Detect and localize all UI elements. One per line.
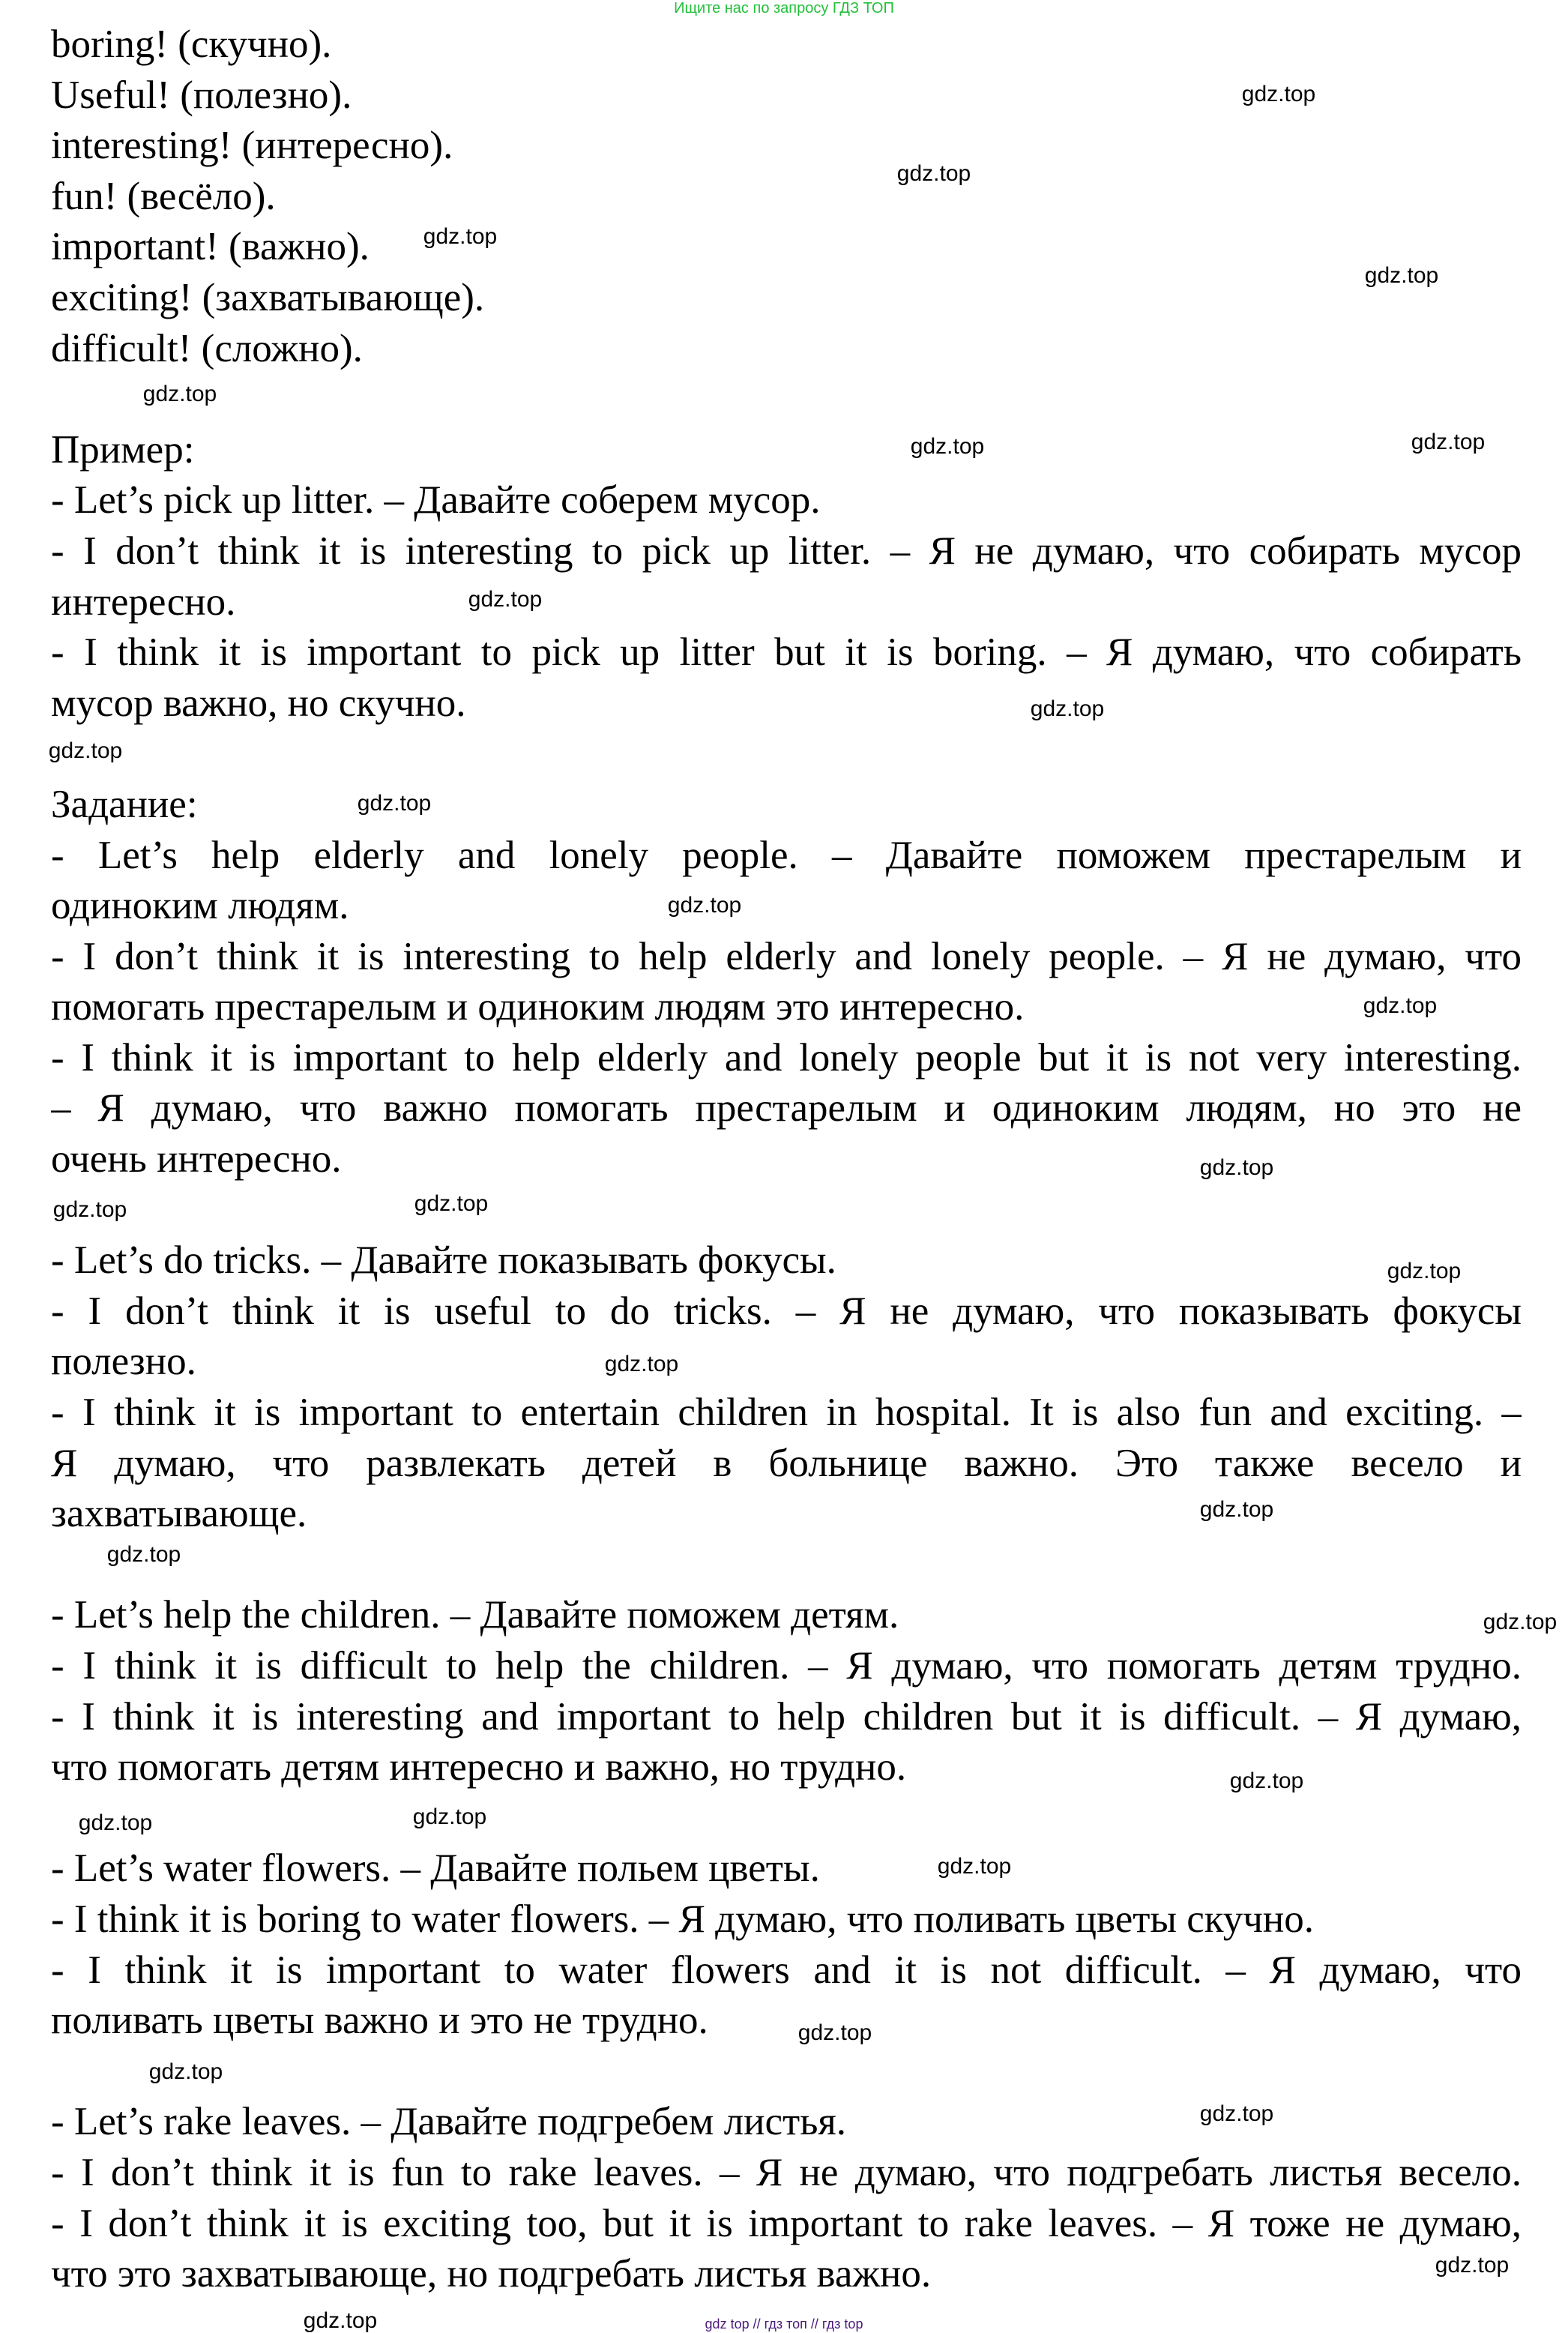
text-line: - Let’s do tricks. – Давайте показывать фокусы. xyxy=(51,1238,836,1283)
watermark: gdz.top xyxy=(1387,1259,1462,1283)
watermark: gdz.top xyxy=(604,1352,679,1376)
watermark: gdz.top xyxy=(1483,1610,1558,1634)
watermark: gdz.top xyxy=(797,2020,872,2045)
text-line: Задание: xyxy=(51,782,198,826)
text-line: - I think it is boring to water flowers. – Я думаю, что поливать цветы скучно. xyxy=(51,1897,1315,1941)
text-line: - I don’t think it is interesting to help elderly and lonely people. – Я не думаю, что xyxy=(51,934,1522,978)
text-line: - I don’t think it is fun to rake leaves. – Я не думаю, что подгребать листья весело. xyxy=(51,2150,1522,2194)
watermark: gdz.top xyxy=(1229,1768,1304,1793)
text-line: помогать престарелым и одиноким людям это интересно. xyxy=(51,985,1025,1029)
blank-line xyxy=(51,1540,1522,1591)
watermark: gdz.top xyxy=(910,434,985,459)
watermark: gdz.top xyxy=(1199,1497,1274,1522)
text-line: одиноким людям. xyxy=(51,884,349,928)
text-line: - I don’t think it is useful to do tricks. – Я не думаю, что показывать фокусы xyxy=(51,1289,1522,1333)
text-line: - I don’t think it is interesting to pick up litter. – Я не думаю, что собирать мусор xyxy=(51,529,1522,573)
blank-line xyxy=(51,2047,1522,2098)
text-line: - I don’t think it is exciting too, but it is important to rake leaves. – Я тоже не думаю, xyxy=(51,2201,1522,2245)
text-line: Пример: xyxy=(51,427,195,472)
blank-line xyxy=(51,1793,1522,1844)
watermark: gdz.top xyxy=(1364,263,1439,288)
text-line: - I think it is interesting and important to help children but it is difficult. – Я думаю, xyxy=(51,1694,1522,1739)
text-line: очень интересно. xyxy=(51,1137,342,1181)
text-line: - I think it is important to help elderly and lonely people but it is not very interesting. xyxy=(51,1035,1522,1080)
text-line: захватывающе. xyxy=(51,1492,307,1536)
text-line: - I think it is difficult to help the children. – Я думаю, что помогать детям трудно. xyxy=(51,1644,1522,1688)
watermark: gdz.top xyxy=(1241,82,1316,106)
watermark: gdz.top xyxy=(937,1854,1012,1879)
text-line: - I think it is important to water flowers and it is not difficult. – Я думаю, что xyxy=(51,1948,1522,1992)
watermark: gdz.top xyxy=(142,382,217,406)
text-line: полезно. xyxy=(51,1340,196,1384)
watermark: gdz.top xyxy=(1363,993,1438,1018)
text-line: что это захватывающе, но подгребать листья важно. xyxy=(51,2252,932,2296)
text-line: difficult! (сложно). xyxy=(51,326,363,370)
text-line: - Let’s water flowers. – Давайте польем цветы. xyxy=(51,1846,820,1891)
watermark: gdz.top xyxy=(896,161,971,186)
watermark: gdz.top xyxy=(1411,430,1486,454)
watermark: gdz.top xyxy=(1435,2253,1510,2278)
blank-line xyxy=(51,374,1522,425)
watermark: gdz.top xyxy=(414,1191,489,1216)
watermark: gdz.top xyxy=(52,1197,127,1222)
promo-header: Ищите нас по запросу ГДЗ ТОП xyxy=(674,0,894,16)
text-line: поливать цветы важно и это не трудно. xyxy=(51,1999,708,2043)
watermark: gdz.top xyxy=(412,1804,487,1829)
document-body xyxy=(48,19,1522,2300)
text-line: - I think it is important to entertain children in hospital. It is also fun and exciting. – xyxy=(51,1391,1522,1435)
watermark: gdz.top xyxy=(48,738,123,763)
text-line: интересно. xyxy=(51,580,236,624)
text-line: important! (важно). xyxy=(51,225,370,269)
text-line: - I think it is important to pick up litter but it is boring. – Я думаю, что собирать xyxy=(51,630,1522,675)
text-line: - Let’s pick up litter. – Давайте соберем мусор. xyxy=(51,478,821,523)
text-line: - Let’s rake leaves. – Давайте подгребем листья. xyxy=(51,2100,847,2144)
text-line: boring! (скучно). xyxy=(51,22,332,66)
blank-line xyxy=(51,1185,1522,1236)
watermark: gdz.top xyxy=(468,587,543,612)
text-line: Useful! (полезно). xyxy=(51,73,352,117)
text-line: fun! (весёло). xyxy=(51,174,276,218)
watermark: gdz.top xyxy=(78,1810,153,1835)
text-line: exciting! (захватывающе). xyxy=(51,275,485,319)
text-line: - Let’s help elderly and lonely people. – Давайте поможем престарелым и xyxy=(51,833,1522,877)
watermark: gdz.top xyxy=(1199,2101,1274,2126)
watermark: gdz.top xyxy=(357,791,432,816)
watermark: gdz.top xyxy=(423,224,498,249)
text-line: мусор важно, но скучно. xyxy=(51,681,466,725)
blank-line xyxy=(48,729,1522,780)
text-line: interesting! (интересно). xyxy=(51,124,453,168)
watermark: gdz.top xyxy=(106,1542,181,1567)
watermark: gdz.top xyxy=(1030,696,1105,721)
text-line: что помогать детям интересно и важно, но трудно. xyxy=(51,1745,907,1789)
watermark: gdz.top xyxy=(1199,1155,1274,1180)
text-line: - Let’s help the children. – Давайте поможем детям. xyxy=(51,1593,899,1637)
footer-links: gdz top // гдз топ // гдз top xyxy=(705,2317,863,2332)
text-line: – Я думаю, что важно помогать престарелым и одиноким людям, но это не xyxy=(51,1086,1522,1131)
watermark: gdz.top xyxy=(303,2308,378,2333)
text-line: Я думаю, что развлекать детей в больнице важно. Это также весело и xyxy=(51,1441,1522,1485)
watermark: gdz.top xyxy=(667,893,742,918)
watermark: gdz.top xyxy=(148,2059,223,2084)
